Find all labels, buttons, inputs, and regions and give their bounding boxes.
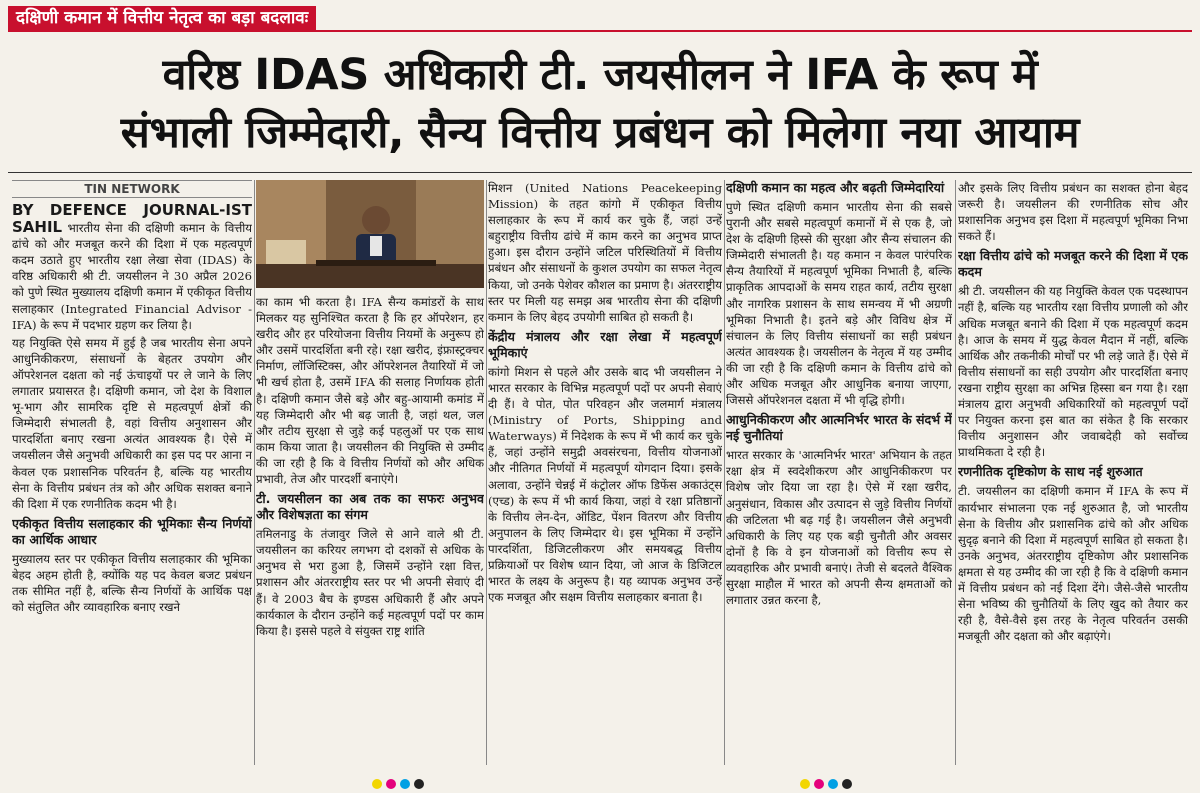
headline-line-2: संभाली जिम्मेदारी, सैन्य वित्तीय प्रबंधन को मिलेगा नया आयाम [120, 108, 1080, 158]
column-3 [488, 180, 722, 765]
subheading: केंद्रीय मंत्रालय और रक्षा लेखा में महत्वपूर्ण भूमिकाएं [488, 328, 722, 360]
registration-mark-yellow [372, 779, 382, 789]
lead-paragraph [12, 202, 252, 333]
registration-marks [0, 776, 1200, 790]
column-divider [724, 180, 725, 765]
paragraph: मिशन (United Nations Peacekeeping Mission) के तहत कांगो में एकीकृत वित्तीय सलाहकार के रूप में कार्य कर चुके हैं, जहां उन्हें बहुराष्ट्रीय वित्तीय ढांचे में काम करने का अनुभव प्राप्त हुआ। इस दौरान उन्होंने जटिल परिस्थितियों में वित्तीय प्रबंधन और संसाधनों के कुशल उपयोग का सफल नेतृत्व किया, जो उनके पेशेवर कौशल का प्रमाण है। अंतरराष्ट्रीय स्तर पर मिली यह समझ अब भारतीय सेना की दक्षिणी कमान के लिए बेहद उपयोगी साबित हो सकती है। [488, 181, 722, 324]
column-2 [256, 180, 484, 765]
subheading: रणनीतिक दृष्टिकोण के साथ नई शुरुआत [958, 464, 1143, 480]
subheading: टी. जयसीलन का अब तक का सफरः अनुभव और विशेषज्ञता का संगम [256, 491, 484, 523]
paragraph: यह नियुक्ति ऐसे समय में हुई है जब भारतीय सेना अपने आधुनिकीकरण, संसाधनों के बेहतर उपयोग और ऑपरेशनल दक्षता को नई ऊंचाइयों पर ले जाने के लिए लगातार प्रयासरत है। दक्षिणी कमान, जो देश के विशाल भू-भाग और सामरिक दृष्टि से महत्वपूर्ण क्षेत्रों की जिम्मेदारी संभालती है, वहां वित्तीय अनुशासन और पारदर्शिता बनाए रखना अत्यंत आवश्यक है। ऐसे में जयसीलन जैसे अनुभवी अधिकारी का इस पद पर आना न केवल एक प्रशासनिक परिवर्तन है, बल्कि यह भारतीय सेना के वित्तीय प्रबंधन तंत्र को और अधिक सशक्त बनाने की दिशा में एक रणनीतिक कदम भी है। [12, 335, 252, 511]
kicker-label: दक्षिणी कमान में वित्तीय नेतृत्व का बड़ा बदलावः [8, 6, 316, 30]
paragraph: का काम भी करता है। IFA सैन्य कमांडरों के साथ मिलकर यह सुनिश्चित करता है कि हर ऑपरेशन, हर खरीद और हर परियोजना वित्तीय नियमों के अनुरूप हो और उसमें पारदर्शिता बनी रहे। रक्षा खरीद, इंफ्रास्ट्रक्चर निर्माण, लॉजिस्टिक्स, और ऑपरेशनल तैयारियों में जो भी खर्च होता है, उसमें IFA की सलाह निर्णायक होती है। दक्षिणी कमान जैसे बड़े और बहु-आयामी कमांड में यह जिम्मेदारी और भी बढ़ जाती है, जहां थल, जल और तटीय सुरक्षा से जुड़े कई पहलुओं पर एक साथ काम किया जाता है। जयसीलन की नियुक्ति से उम्मीद की जा रही है कि वे वित्तीय निर्णयों को और अधिक प्रभावी, तेज और पारदर्शी बनाएंगे। [256, 295, 484, 487]
paragraph: श्री टी. जयसीलन की यह नियुक्ति केवल एक पदस्थापन नहीं है, बल्कि यह भारतीय रक्षा वित्तीय प्रणाली को और अधिक मजबूत बनाने की दिशा में एक महत्वपूर्ण कदम है। आज के समय में युद्ध केवल मैदान में नहीं, बल्कि आर्थिक और तकनीकी मोर्चों पर भी लड़े जाते हैं। ऐसे में वित्तीय संसाधनों का सही उपयोग और पारदर्शिता बनाए रखना राष्ट्रीय सुरक्षा का अभिन्न हिस्सा बन गया है। रक्षा मंत्रालय द्वारा अनुभवी अधिकारियों को महत्वपूर्ण पदों पर नियुक्त करना इस बात का संकेत है कि सरकार वित्तीय अनुशासन और जवाबदेही को सर्वोच्च प्राथमिकता दे रही है। [958, 284, 1188, 460]
officer-photo-image [256, 180, 484, 288]
registration-mark-yellow [800, 779, 810, 789]
headline [10, 46, 1190, 162]
column-divider [254, 180, 255, 765]
paragraph: तमिलनाडु के तंजावुर जिले से आने वाले श्री टी. जयसीलन का करियर लगभग दो दशकों से अधिक के अनुभव से भरा हुआ है, जिसमें उन्होंने रक्षा वित्त, प्रशासन और अंतरराष्ट्रीय स्तर पर भी अपनी सेवाएं दी हैं। वे 2003 बैच के इण्डस अधिकारी हैं और अपने कार्यकाल के दौरान उन्होंने कई महत्वपूर्ण पदों पर काम किया है। इससे पहले वे संयुक्त राष्ट्र शांति [256, 527, 484, 638]
paragraph: और इसके लिए वित्तीय प्रबंधन का सशक्त होना बेहद जरूरी है। जयसीलन की रणनीतिक सोच और प्रशासनिक अनुभव इस दिशा में महत्वपूर्ण भूमिका निभा सकते हैं। [958, 181, 1188, 244]
lead-text: भारतीय सेना की दक्षिणी कमान के वित्तीय ढांचे को और मजबूत करने की दिशा में एक महत्वपूर्ण कदम उठाते हुए भारतीय रक्षा लेखा सेवा (IDAS) के वरिष्ठ अधिकारी श्री टी. जयसीलन ने 30 अप्रैल 2026 को पुणे स्थित मुख्यालय दक्षिणी कमान में एकीकृत वित्तीय सलाहकार (Integrated Financial Advisor - IFA) के रूप में पदभार ग्रहण कर लिया है। [12, 221, 252, 332]
registration-mark-black [842, 779, 852, 789]
paragraph: कांगो मिशन से पहले और उसके बाद भी जयसीलन ने भारत सरकार के विभिन्न महत्वपूर्ण पदों पर अपनी सेवाएं दी हैं। वे पोत, पोत परिवहन और जलमार्ग मंत्रालय (Ministry of Ports, Shipping and Waterways) में निदेशक के रूप में भी कार्य कर चुके हैं, जहां उन्होंने समुद्री अवसंरचना, वित्तीय योजनाओं और नीतिगत निर्णयों में महत्वपूर्ण योगदान दिया। इसके अलावा, उन्होंने चेन्नई में कंट्रोलर ऑफ डिफेंस अकाउंट्स (एच्ड) के रूप में भी कार्य किया, जहां वे रक्षा प्रतिष्ठानों के वित्तीय लेन-देन, ऑडिट, पेंशन वितरण और वित्तीय अनुपालन के लिए जिम्मेदार थे। इस भूमिका में उन्होंने पारदर्शिता, डिजिटलीकरण और समयबद्ध वित्तीय प्रक्रियाओं पर विशेष ध्यान दिया, जो आज के डिजिटल भारत के लक्ष्य के अनुरूप है। यह व्यापक अनुभव उन्हें एक मजबूत और सक्षम वित्तीय सलाहकार बनाता है। [488, 364, 722, 605]
paragraph: टी. जयसीलन का दक्षिणी कमान में IFA के रूप में कार्यभार संभालना एक नई शुरुआत है, जो भारतीय सेना के वित्तीय और प्रशासनिक ढांचे को और अधिक सुदृढ़ बनाने की दिशा में महत्वपूर्ण साबित हो सकता है। उनके अनुभव, अंतरराष्ट्रीय दृष्टिकोण और प्रशासनिक क्षमता से यह उम्मीद की जा रही है कि वे दक्षिणी कमान में वित्तीय प्रबंधन को नई दिशा देंगे। जैसे-जैसे भारतीय सेना भविष्य की चुनौतियों के लिए खुद को तैयार कर रही है, वैसे-वैसे इस तरह के नेतृत्व परिवर्तन उसकी मजबूती और दक्षता को और बढ़ाएंगे। [958, 484, 1188, 644]
registration-mark-magenta [386, 779, 396, 789]
column-divider [486, 180, 487, 765]
kicker-rule [8, 30, 1192, 32]
subheading: एकीकृत वित्तीय सलाहकार की भूमिकाः सैन्य निर्णयों का आर्थिक आधार [12, 515, 252, 547]
headline-rule [8, 172, 1192, 173]
registration-mark-cyan [828, 779, 838, 789]
registration-mark-magenta [814, 779, 824, 789]
paragraph: भारत सरकार के 'आत्मनिर्भर भारत' अभियान के तहत रक्षा क्षेत्र में स्वदेशीकरण और आधुनिकीकरण पर विशेष जोर दिया जा रहा है। ऐसे में रक्षा खरीद, अनुसंधान, विकास और उत्पादन से जुड़े वित्तीय निर्णयों की जटिलता भी बढ़ गई है। जयसीलन जैसे अनुभवी अधिकारी के लिए यह एक बड़ी चुनौती और अवसर दोनों है कि वे इन योजनाओं को वित्तीय रूप से व्यवहारिक और प्रभावी बनाएं। तेजी से बदलते वैश्विक सुरक्षा माहौल में भारत को अपनी सैन्य क्षमताओं को लगातार उन्नत करना है, [726, 448, 952, 608]
column-divider [955, 180, 956, 765]
paragraph: मुख्यालय स्तर पर एकीकृत वित्तीय सलाहकार की भूमिका बेहद अहम होती है, क्योंकि यह पद केवल बजट प्रबंधन तक सीमित नहीं है, बल्कि सैन्य निर्णयों के आर्थिक पक्ष को संतुलित और व्यावहारिक बनाए रखने [12, 551, 252, 615]
headline-line-1: वरिष्ठ IDAS अधिकारी टी. जयसीलन ने IFA के रूप में [162, 50, 1038, 100]
subheading: रक्षा वित्तीय ढांचे को मजबूत करने की दिशा में एक कदम [958, 248, 1188, 280]
column-5 [958, 180, 1188, 765]
subheading: आधुनिकीकरण और आत्मनिर्भर भारत के संदर्भ में नई चुनौतियां [726, 412, 952, 444]
officer-photo [256, 180, 484, 288]
registration-mark-black [414, 779, 424, 789]
byline: BY DEFENCE JOURNAL-IST SAHIL [12, 201, 252, 237]
column-1 [12, 180, 252, 765]
paragraph: पुणे स्थित दक्षिणी कमान भारतीय सेना की सबसे पुरानी और सबसे महत्वपूर्ण कमानों में से एक है, जो देश के दक्षिणी हिस्से की सुरक्षा और सैन्य संचालन की जिम्मेदारी संभालती है। यह कमान न केवल पारंपरिक सैन्य तैयारियों में महत्वपूर्ण भूमिका निभाती है, बल्कि प्राकृतिक आपदाओं के समय राहत कार्य, तटीय सुरक्षा और नागरिक प्रशासन के साथ समन्वय में भी अग्रणी भूमिका निभाती है। इतने बड़े और विविध क्षेत्र में संचालन के लिए वित्तीय संसाधनों का सही प्रबंधन अत्यंत आवश्यक है। जयसीलन के नेतृत्व में यह उम्मीद की जा रही है कि दक्षिणी कमान के वित्तीय ढांचे को और अधिक मजबूत और आधुनिक बनाया जाएगा, जिससे ऑपरेशनल दक्षता में भी वृद्धि होगी। [726, 200, 952, 408]
column-4 [726, 180, 952, 765]
subheading: दक्षिणी कमान का महत्व और बढ़ती जिम्मेदारियां [726, 180, 945, 195]
registration-mark-cyan [400, 779, 410, 789]
network-label: TIN NETWORK [12, 180, 252, 198]
